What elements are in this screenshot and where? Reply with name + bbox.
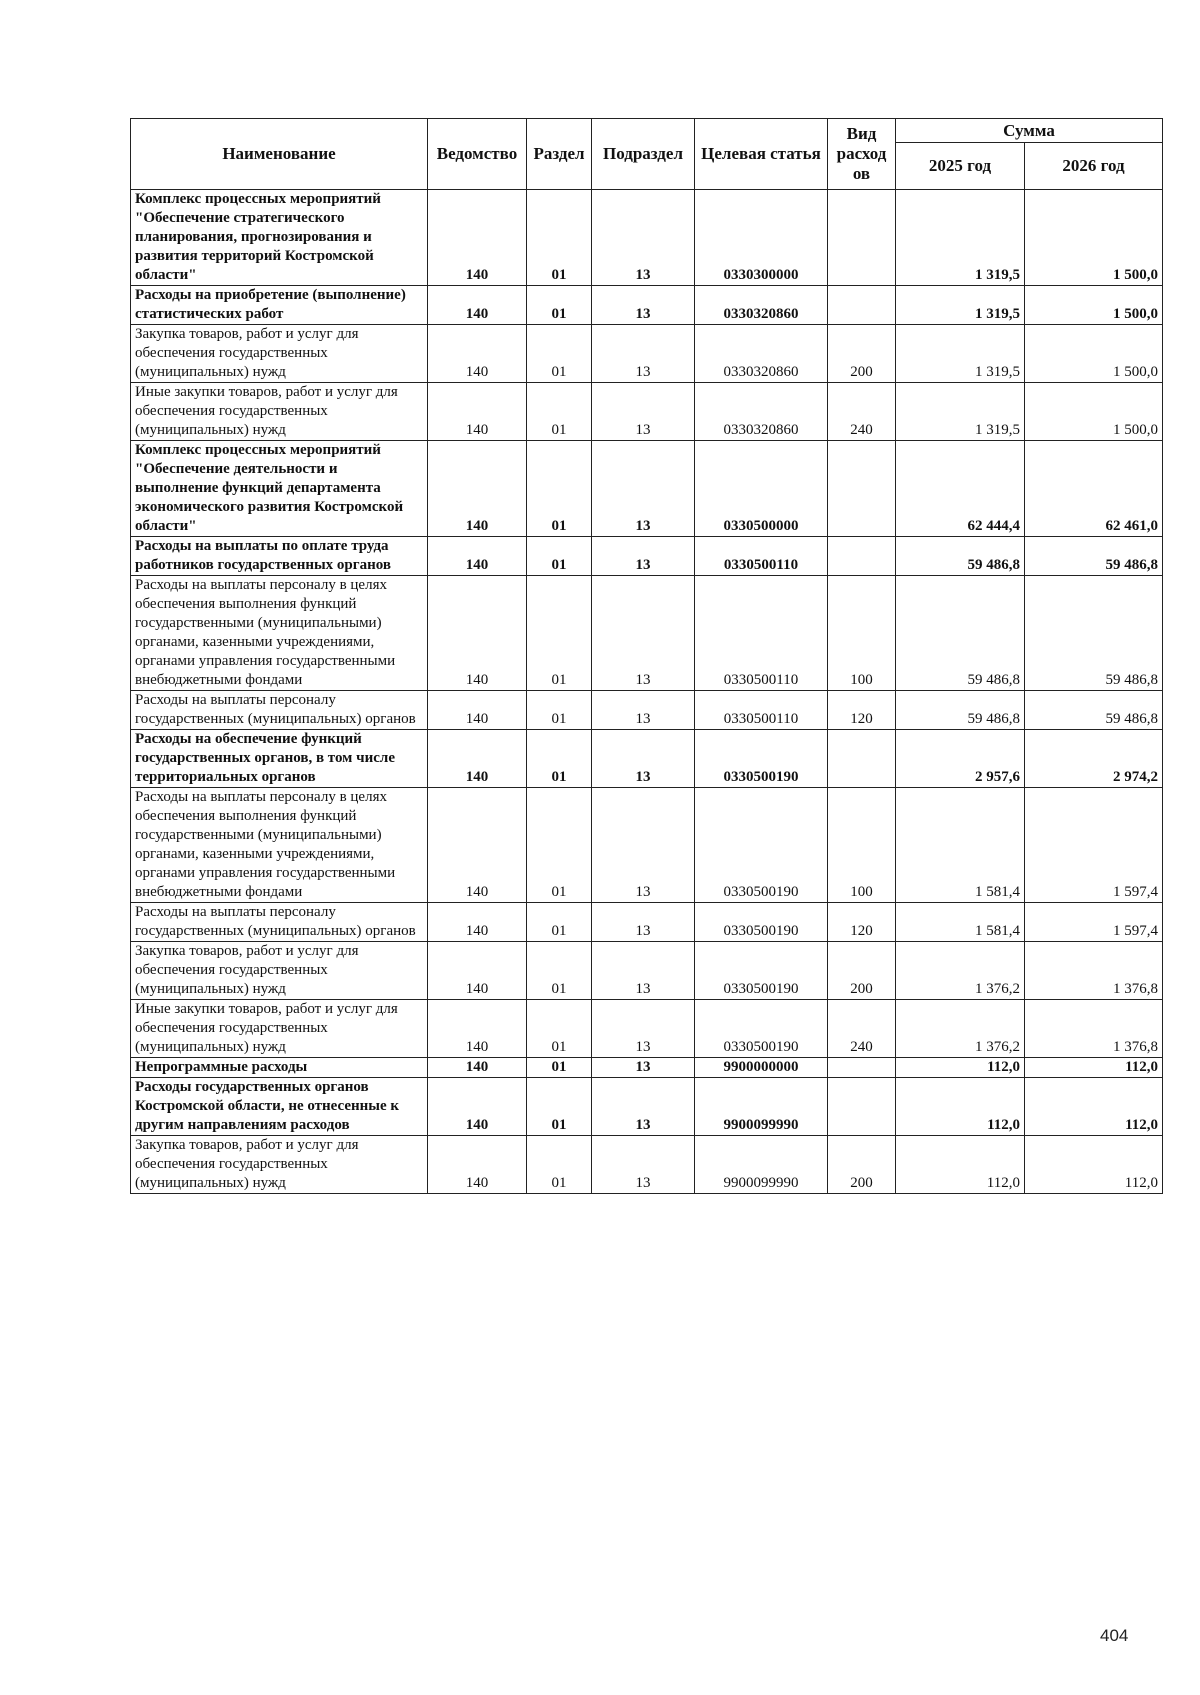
cell-target-article: 0330500190	[695, 1000, 828, 1058]
table-row	[131, 942, 1163, 1000]
cell-sum-2026: 1 500,0	[1025, 325, 1163, 383]
cell-expense-type: 240	[828, 1000, 896, 1058]
cell-name: Иные закупки товаров, работ и услуг для обеспечения государственных (муниципальных) нужд	[131, 383, 428, 441]
cell-subsection: 13	[592, 1058, 695, 1078]
cell-sum-2026: 1 597,4	[1025, 903, 1163, 942]
cell-sum-2025: 1 319,5	[896, 383, 1025, 441]
cell-name: Расходы на выплаты по оплате труда работников государственных органов	[131, 537, 428, 576]
cell-name: Расходы на приобретение (выполнение) статистических работ	[131, 286, 428, 325]
cell-sum-2025: 59 486,8	[896, 576, 1025, 691]
cell-sum-2025: 1 581,4	[896, 903, 1025, 942]
cell-section: 01	[527, 537, 592, 576]
cell-sum-2026: 112,0	[1025, 1058, 1163, 1078]
cell-department: 140	[428, 537, 527, 576]
cell-department: 140	[428, 903, 527, 942]
cell-sum-2025: 2 957,6	[896, 730, 1025, 788]
cell-expense-type: 200	[828, 942, 896, 1000]
cell-target-article: 0330320860	[695, 383, 828, 441]
cell-section: 01	[527, 1078, 592, 1136]
cell-target-article: 9900099990	[695, 1078, 828, 1136]
cell-expense-type	[828, 441, 896, 537]
page-number: 404	[1100, 1626, 1129, 1645]
cell-subsection: 13	[592, 537, 695, 576]
cell-target-article: 0330300000	[695, 190, 828, 286]
cell-expense-type	[828, 1058, 896, 1078]
cell-expense-type	[828, 190, 896, 286]
cell-sum-2026: 1 597,4	[1025, 788, 1163, 903]
cell-sum-2025: 1 319,5	[896, 325, 1025, 383]
table-row	[131, 576, 1163, 691]
cell-department: 140	[428, 1058, 527, 1078]
table-row	[131, 1136, 1163, 1194]
header-name: Наименование	[131, 119, 428, 190]
table-row	[131, 730, 1163, 788]
cell-subsection: 13	[592, 441, 695, 537]
cell-expense-type	[828, 537, 896, 576]
header-expense-type: Вид расход ов	[828, 119, 896, 190]
table-row	[131, 1078, 1163, 1136]
cell-target-article: 0330500190	[695, 730, 828, 788]
cell-sum-2026: 59 486,8	[1025, 691, 1163, 730]
cell-subsection: 13	[592, 576, 695, 691]
header-target-article: Целевая статья	[695, 119, 828, 190]
cell-department: 140	[428, 942, 527, 1000]
cell-subsection: 13	[592, 788, 695, 903]
cell-sum-2026: 1 500,0	[1025, 383, 1163, 441]
cell-sum-2025: 112,0	[896, 1136, 1025, 1194]
cell-name: Комплекс процессных мероприятий "Обеспечение стратегического планирования, прогнозирования и развития территорий Костромской области"	[131, 190, 428, 286]
cell-section: 01	[527, 1136, 592, 1194]
cell-section: 01	[527, 691, 592, 730]
table-row	[131, 441, 1163, 537]
cell-section: 01	[527, 942, 592, 1000]
cell-subsection: 13	[592, 325, 695, 383]
header-year-2026: 2026 год	[1025, 143, 1163, 190]
cell-name: Комплекс процессных мероприятий "Обеспечение деятельности и выполнение функций департамента экономического развития Костромской области"	[131, 441, 428, 537]
budget-table	[130, 118, 1163, 1194]
table-row	[131, 383, 1163, 441]
cell-section: 01	[527, 1000, 592, 1058]
cell-expense-type: 100	[828, 788, 896, 903]
cell-target-article: 0330500190	[695, 788, 828, 903]
cell-subsection: 13	[592, 286, 695, 325]
cell-sum-2025: 1 376,2	[896, 1000, 1025, 1058]
cell-department: 140	[428, 1000, 527, 1058]
cell-name: Расходы государственных органов Костромской области, не отнесенные к другим направлениям расходов	[131, 1078, 428, 1136]
cell-department: 140	[428, 788, 527, 903]
cell-section: 01	[527, 576, 592, 691]
cell-department: 140	[428, 441, 527, 537]
cell-sum-2025: 1 581,4	[896, 788, 1025, 903]
cell-sum-2025: 1 319,5	[896, 190, 1025, 286]
cell-expense-type	[828, 1078, 896, 1136]
cell-department: 140	[428, 1078, 527, 1136]
cell-target-article: 0330500110	[695, 537, 828, 576]
cell-section: 01	[527, 730, 592, 788]
cell-expense-type: 120	[828, 903, 896, 942]
table-row	[131, 325, 1163, 383]
table-row	[131, 190, 1163, 286]
cell-name: Расходы на выплаты персоналу в целях обеспечения выполнения функций государственными (муниципальными) органами, казенными учреждениями, органами управления государственными внебюджетными фондами	[131, 788, 428, 903]
cell-section: 01	[527, 325, 592, 383]
cell-subsection: 13	[592, 1000, 695, 1058]
cell-section: 01	[527, 190, 592, 286]
cell-sum-2025: 62 444,4	[896, 441, 1025, 537]
cell-sum-2026: 62 461,0	[1025, 441, 1163, 537]
cell-target-article: 0330320860	[695, 325, 828, 383]
cell-name: Расходы на выплаты персоналу в целях обеспечения выполнения функций государственными (муниципальными) органами, казенными учреждениями, органами управления государственными внебюджетными фондами	[131, 576, 428, 691]
cell-department: 140	[428, 325, 527, 383]
cell-expense-type: 240	[828, 383, 896, 441]
cell-expense-type	[828, 286, 896, 325]
cell-subsection: 13	[592, 903, 695, 942]
header-section: Раздел	[527, 119, 592, 190]
cell-target-article: 0330500190	[695, 903, 828, 942]
cell-department: 140	[428, 730, 527, 788]
cell-expense-type: 200	[828, 1136, 896, 1194]
cell-section: 01	[527, 788, 592, 903]
header-department: Ведомство	[428, 119, 527, 190]
cell-expense-type	[828, 730, 896, 788]
cell-subsection: 13	[592, 190, 695, 286]
cell-subsection: 13	[592, 383, 695, 441]
cell-expense-type: 200	[828, 325, 896, 383]
cell-sum-2026: 1 376,8	[1025, 1000, 1163, 1058]
cell-name: Закупка товаров, работ и услуг для обеспечения государственных (муниципальных) нужд	[131, 1136, 428, 1194]
cell-target-article: 0330500190	[695, 942, 828, 1000]
cell-subsection: 13	[592, 691, 695, 730]
cell-sum-2026: 59 486,8	[1025, 576, 1163, 691]
cell-name: Непрограммные расходы	[131, 1058, 428, 1078]
cell-target-article: 0330500110	[695, 576, 828, 691]
cell-department: 140	[428, 1136, 527, 1194]
cell-name: Расходы на выплаты персоналу государственных (муниципальных) органов	[131, 903, 428, 942]
cell-target-article: 9900099990	[695, 1136, 828, 1194]
cell-sum-2025: 59 486,8	[896, 691, 1025, 730]
cell-department: 140	[428, 190, 527, 286]
table-body	[131, 190, 1163, 1194]
cell-sum-2025: 1 376,2	[896, 942, 1025, 1000]
table-row	[131, 903, 1163, 942]
table-row	[131, 1058, 1163, 1078]
table-row	[131, 286, 1163, 325]
cell-expense-type: 120	[828, 691, 896, 730]
cell-section: 01	[527, 441, 592, 537]
cell-name: Иные закупки товаров, работ и услуг для обеспечения государственных (муниципальных) нужд	[131, 1000, 428, 1058]
header-sum: Сумма	[896, 119, 1163, 143]
cell-sum-2026: 1 500,0	[1025, 190, 1163, 286]
cell-section: 01	[527, 286, 592, 325]
table-row	[131, 537, 1163, 576]
cell-subsection: 13	[592, 1078, 695, 1136]
cell-department: 140	[428, 576, 527, 691]
cell-section: 01	[527, 383, 592, 441]
table-row	[131, 691, 1163, 730]
table-row	[131, 1000, 1163, 1058]
cell-target-article: 0330500000	[695, 441, 828, 537]
cell-target-article: 0330320860	[695, 286, 828, 325]
cell-section: 01	[527, 1058, 592, 1078]
cell-sum-2026: 1 500,0	[1025, 286, 1163, 325]
table-row	[131, 788, 1163, 903]
cell-subsection: 13	[592, 942, 695, 1000]
cell-section: 01	[527, 903, 592, 942]
cell-department: 140	[428, 383, 527, 441]
cell-name: Расходы на выплаты персоналу государственных (муниципальных) органов	[131, 691, 428, 730]
header-year-2025: 2025 год	[896, 143, 1025, 190]
cell-sum-2025: 1 319,5	[896, 286, 1025, 325]
cell-name: Закупка товаров, работ и услуг для обеспечения государственных (муниципальных) нужд	[131, 325, 428, 383]
cell-expense-type: 100	[828, 576, 896, 691]
cell-sum-2025: 112,0	[896, 1078, 1025, 1136]
cell-name: Расходы на обеспечение функций государственных органов, в том числе территориальных органов	[131, 730, 428, 788]
cell-department: 140	[428, 691, 527, 730]
cell-sum-2026: 59 486,8	[1025, 537, 1163, 576]
cell-sum-2026: 2 974,2	[1025, 730, 1163, 788]
cell-subsection: 13	[592, 1136, 695, 1194]
cell-sum-2026: 112,0	[1025, 1078, 1163, 1136]
header-subsection: Подраздел	[592, 119, 695, 190]
cell-sum-2025: 112,0	[896, 1058, 1025, 1078]
cell-sum-2025: 59 486,8	[896, 537, 1025, 576]
cell-target-article: 9900000000	[695, 1058, 828, 1078]
cell-sum-2026: 112,0	[1025, 1136, 1163, 1194]
cell-sum-2026: 1 376,8	[1025, 942, 1163, 1000]
cell-name: Закупка товаров, работ и услуг для обеспечения государственных (муниципальных) нужд	[131, 942, 428, 1000]
cell-target-article: 0330500110	[695, 691, 828, 730]
cell-subsection: 13	[592, 730, 695, 788]
cell-department: 140	[428, 286, 527, 325]
